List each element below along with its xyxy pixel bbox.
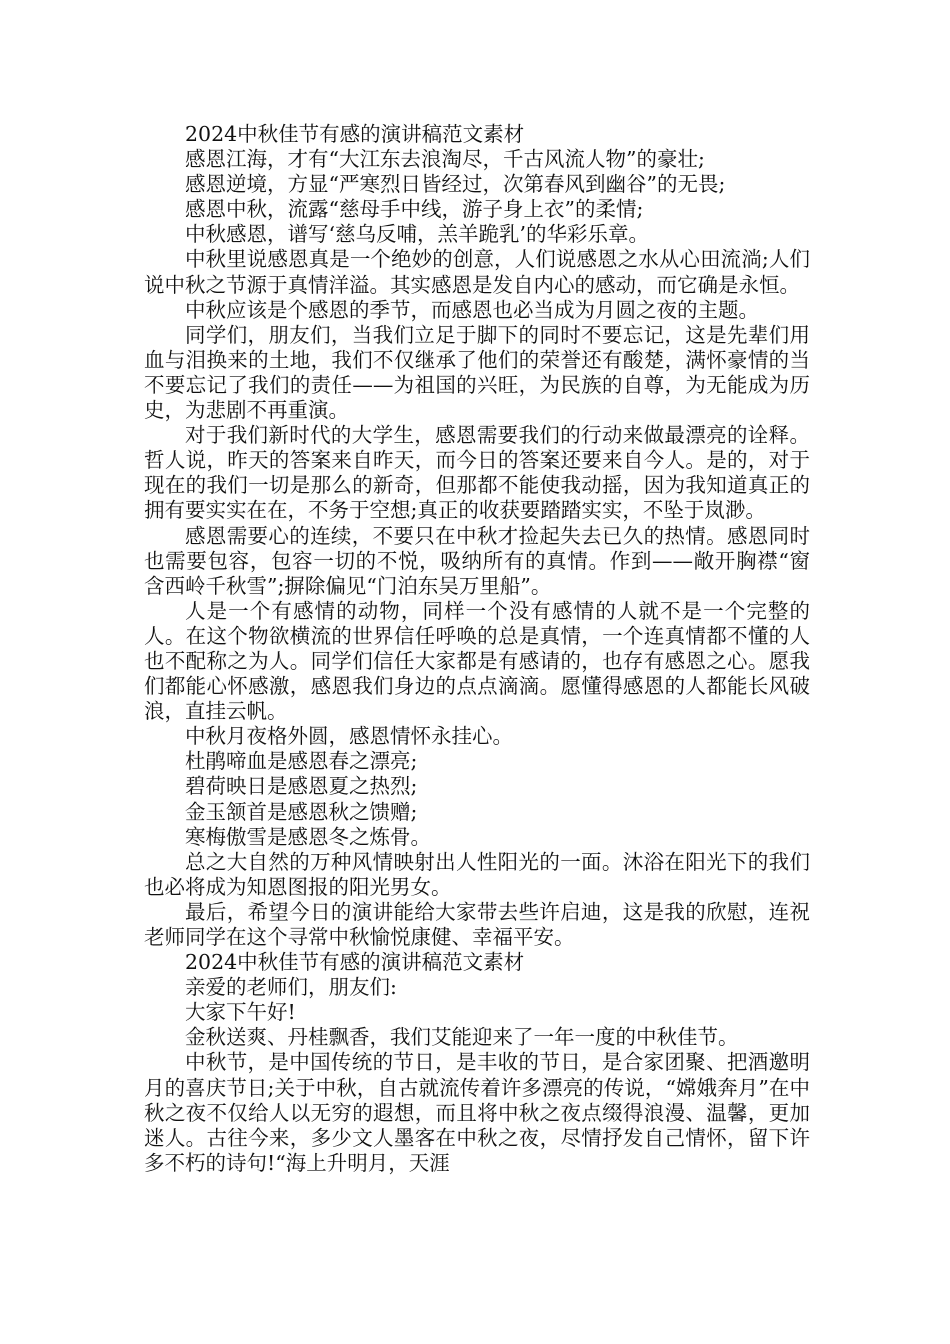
- paragraph: 杜鹃啼血是感恩春之漂亮;: [185, 749, 418, 774]
- paragraph: 碧荷映日是感恩夏之热烈;: [185, 774, 418, 799]
- paragraph: 中秋里说感恩真是一个绝妙的创意，人们说感恩之水从心田流淌;人们说中秋之节源于真情洋溢。其实感恩是发自内心的感动，而它确是永恒。: [144, 247, 810, 297]
- paragraph: 中秋节，是中国传统的节日，是丰收的节日，是合家团聚、把酒邀明月的喜庆节日;关于中秋，自古就流传着许多漂亮的传说，“嫦娥奔月”在中秋之夜不仅给人以无穷的遐想，而且将中秋之夜点缀得浪漫、温馨，更加迷人。古往今来，多少文人墨客在中秋之夜，尽情抒发自己情怀，留下许多不朽的诗句!“海上升明月，天涯: [144, 1050, 810, 1175]
- document-body: [144, 122, 810, 1176]
- document-title: 2024中秋佳节有感的演讲稿范文素材: [185, 122, 525, 146]
- paragraph: 亲爱的老师们，朋友们:: [185, 975, 397, 1000]
- paragraph: 金玉颔首是感恩秋之馈赠;: [185, 799, 418, 824]
- paragraph: 中秋月夜格外圆，感恩情怀永挂心。: [185, 724, 513, 749]
- paragraph: 金秋送爽、丹桂飘香，我们艾能迎来了一年一度的中秋佳节。: [185, 1025, 739, 1050]
- paragraph: 总之大自然的万种风情映射出人性阳光的一面。沐浴在阳光下的我们也必将成为知恩图报的阳光男女。: [144, 849, 810, 899]
- paragraph: 感恩中秋，流露“慈母手中线，游子身上衣”的柔情;: [185, 197, 644, 222]
- paragraph: 中秋应该是个感恩的季节，而感恩也必当成为月圆之夜的主题。: [185, 297, 759, 322]
- paragraph: 大家下午好!: [185, 1000, 296, 1025]
- section-title: 2024中秋佳节有感的演讲稿范文素材: [185, 950, 525, 975]
- paragraph: 寒梅傲雪是感恩冬之炼骨。: [185, 824, 431, 849]
- paragraph: 最后，希望今日的演讲能给大家带去些许启迪，这是我的欣慰，连祝老师同学在这个寻常中秋愉悦康健、幸福平安。: [144, 899, 810, 949]
- paragraph: 对于我们新时代的大学生，感恩需要我们的行动来做最漂亮的诠释。哲人说，昨天的答案来自昨天，而今日的答案还要来自今人。是的，对于现在的我们一切是那么的新奇，但那都不能使我动摇，因为我知道真正的拥有要实实在在，不务于空想;真正的收获要踏踏实实，不坠于岚渺。: [144, 423, 810, 523]
- paragraph: 中秋感恩，谱写‘慈乌反哺，羔羊跪乳’的华彩乐章。: [185, 222, 650, 247]
- paragraph: 感恩需要心的连续，不要只在中秋才捡起失去已久的热情。感恩同时也需要包容，包容一切的不悦，吸纳所有的真情。作到——敞开胸襟“窗含西岭千秋雪”;摒除偏见“门泊东吴万里船”。: [144, 523, 810, 598]
- paragraph: 同学们，朋友们，当我们立足于脚下的同时不要忘记，这是先辈们用血与泪换来的土地，我们不仅继承了他们的荣誉还有酸楚，满怀豪情的当不要忘记了我们的责任——为祖国的兴旺，为民族的自尊，为无能成为历史，为悲剧不再重演。: [144, 322, 810, 423]
- paragraph: 感恩江海，才有“大江东去浪淘尽，千古风流人物”的豪壮;: [185, 147, 705, 172]
- paragraph: 人是一个有感情的动物，同样一个没有感情的人就不是一个完整的人。在这个物欲横流的世界信任呼唤的总是真情，一个连真情都不懂的人也不配称之为人。同学们信任大家都是有感请的，也存有感恩之心。愿我们都能心怀感激，感恩我们身边的点点滴滴。愿懂得感恩的人都能长风破浪，直挂云帆。: [144, 598, 810, 724]
- paragraph: 感恩逆境，方显“严寒烈日皆经过，次第春风到幽谷”的无畏;: [185, 172, 726, 197]
